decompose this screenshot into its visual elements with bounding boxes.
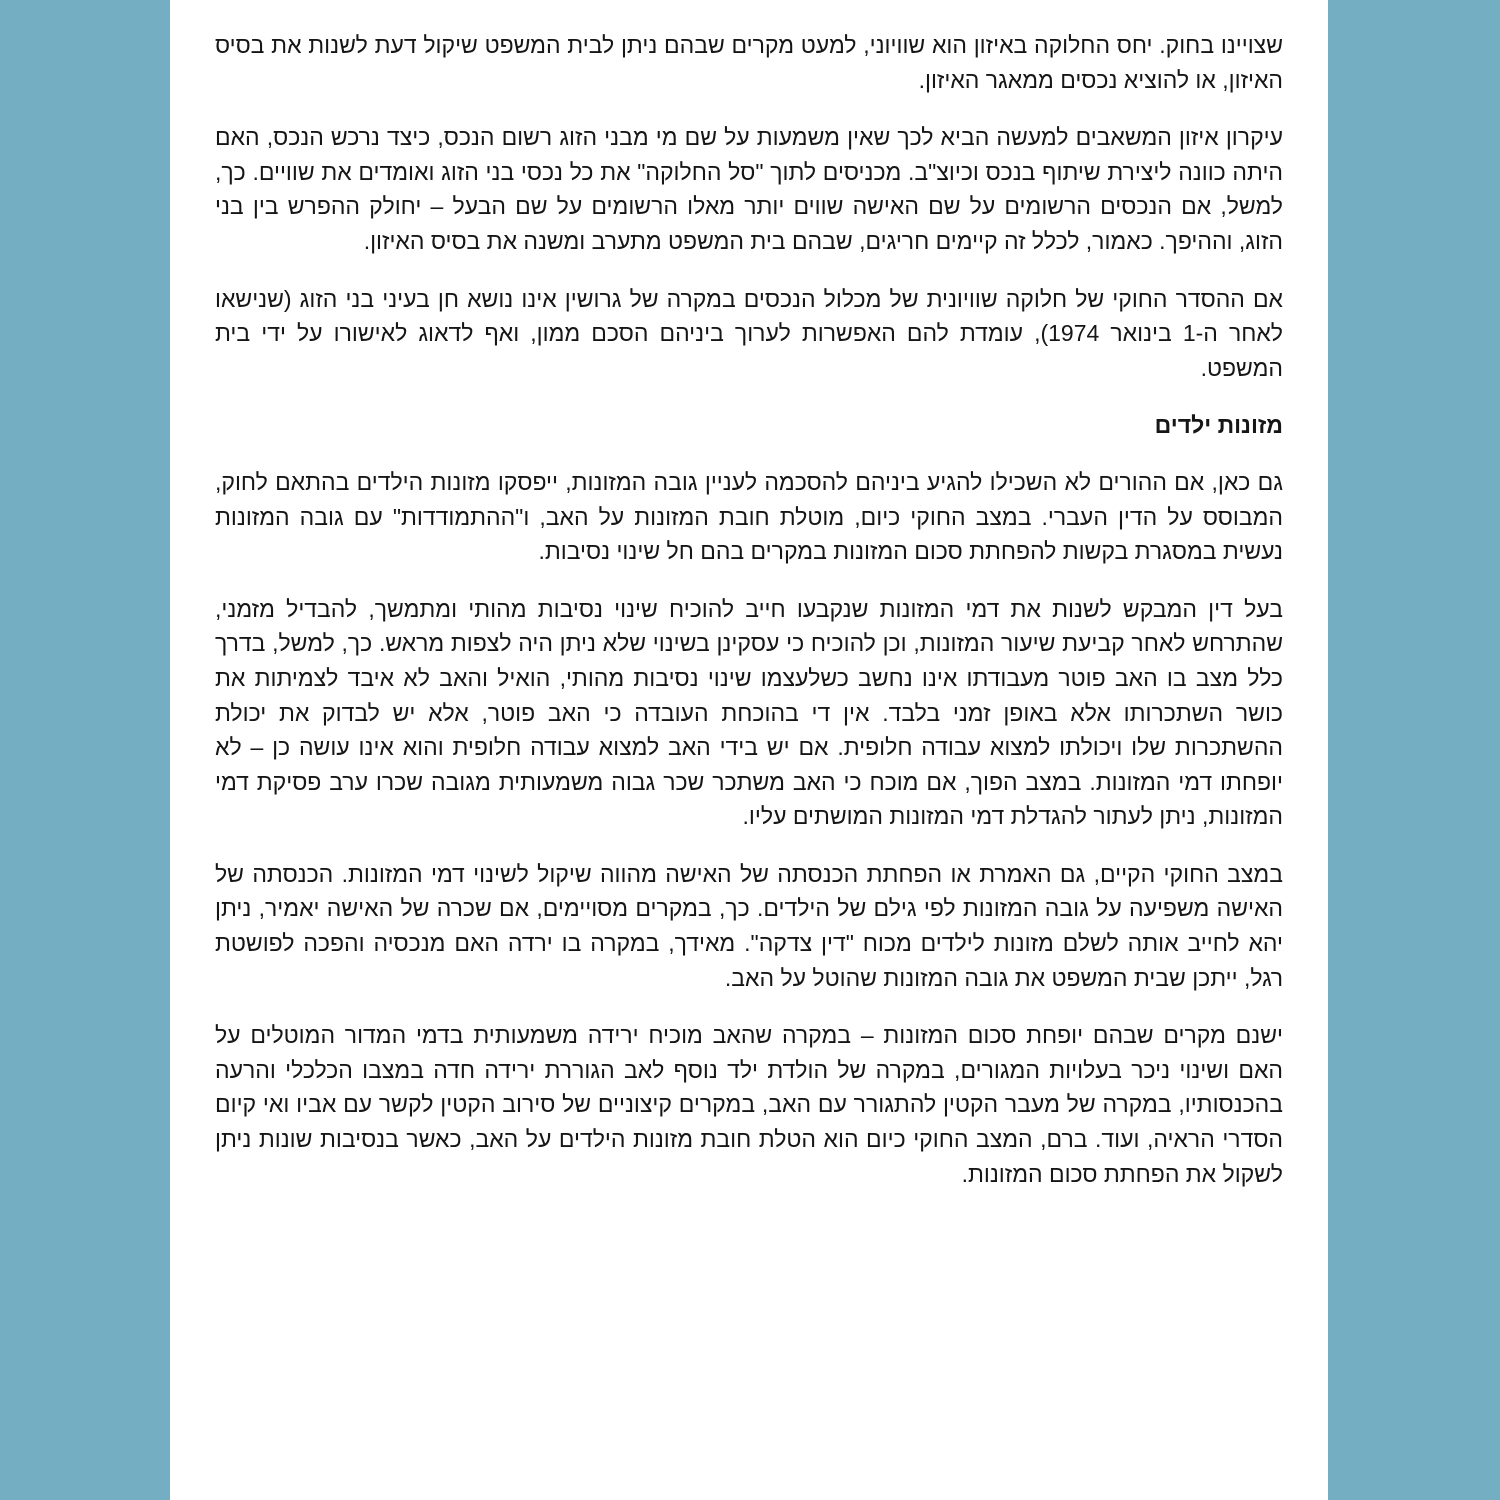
paragraph-resource-balancing: עיקרון איזון המשאבים למעשה הביא לכך שאין משמעות על שם מי מבני הזוג רשום הנכס, כיצד נרכש הנכס, האם היתה כוונה ליצירת שיתוף בנכס וכיוצ"ב. מכניסים לתוך "סל החלוקה" את כל נכסי בני הזוג ואומדים את שוויים. כך, למשל, אם הנכסים הרשומים על שם האישה שווים יותר מאלו הרשומים על שם הבעל – יחולק ההפרש בין בני הזוג, וההיפך. כאמור, לכלל זה קיימים חריגים, שבהם בית המשפט מתערב ומשנה את בסיס האיזון.	[215, 124, 1283, 254]
paragraph-equal-division: שצויינו בחוק. יחס החלוקה באיזון הוא שוויוני, למעט מקרים שבהם ניתן לבית המשפט שיקול דעת לשנות את בסיס האיזון, או להוציא נכסים ממאגר האיזון.	[215, 32, 1283, 93]
document-page	[170, 0, 1328, 1500]
paragraph-change-of-circumstances: בעל דין המבקש לשנות את דמי המזונות שנקבעו חייב להוכיח שינוי נסיבות מהותי ומתמשך, להבדיל מזמני, שהתרחש לאחר קביעת שיעור המזונות, וכן להוכיח כי עסקינן בשינוי שלא ניתן היה לצפות מראש. כך, למשל, בדרך כלל מצב בו האב פוטר מעבודתו אינו נחשב כשלעצמו שינוי נסיבות מהותי, הואיל והאב לא איבד לצמיתות את כושר השתכרותו אלא באופן זמני בלבד. אין די בהוכחת העובדה כי האב פוטר, אלא יש לבדוק את יכולת ההשתכרות שלו ויכולתו למצוא עבודה חלופית. אם יש בידי האב למצוא עבודה חלופית והוא אינו עושה כן – לא יופחתו דמי המזונות. במצב הפוך, אם מוכח כי האב משתכר שכר גבוה משמעותית מגובה שכרו ערב פסיקת דמי המזונות, ניתן לעתור להגדלת דמי המזונות המושתים עליו.	[215, 595, 1283, 830]
paragraph-wife-income: במצב החוקי הקיים, גם האמרת או הפחתת הכנסתה של האישה מהווה שיקול לשינוי דמי המזונות. הכנסתה של האישה משפיעה על גובה המזונות לפי גילם של הילדים. כך, במקרים מסויימים, אם שכרה של האישה יאמיר, ניתן יהא לחייב אותה לשלם מזונות לילדים מכוח "דין צדקה". מאידך, במקרה בו ירדה האם מנכסיה והפכה לפושטת רגל, ייתכן שבית המשפט את גובה המזונות שהוטל על האב.	[215, 860, 1283, 991]
paragraph-child-support-law: גם כאן, אם ההורים לא השכילו להגיע ביניהם להסכמה לעניין גובה המזונות, ייפסקו מזונות הילדים בהתאם לחוק, המבוסס על הדין העברי. במצב החוקי כיום, מוטלת חובת המזונות על האב, ו"ההתמודדות" עם גובה המזונות נעשית במסגרת בקשות להפחתת סכום המזונות במקרים בהם חל שינוי נסיבות.	[215, 468, 1283, 565]
document-body	[215, 28, 1283, 1214]
paragraph-reduction-cases: ישנם מקרים שבהם יופחת סכום המזונות – במקרה שהאב מוכיח ירידה משמעותית בדמי המדור המוטלים על האם ושינוי ניכר בעלויות המגורים, במקרה של הולדת ילד נוסף לאב הגוררת ירידה חדה במצבו הכלכלי והרעה בהכנסותיו, במקרה של מעבר הקטין להתגורר עם האב, במקרים קיצוניים של סירוב הקטין לקשר עם אביו ואי קיום הסדרי הראיה, ועוד. ברם, המצב החוקי כיום הוא הטלת חובת מזונות הילדים על האב, כאשר בנסיבות שונות ניתן לשקול את הפחתת סכום המזונות.	[215, 1022, 1283, 1187]
paragraph-prenup-agreement: אם ההסדר החוקי של חלוקה שוויונית של מכלול הנכסים במקרה של גרושין אינו נושא חן בעיני בני הזוג (שנישאו לאחר ה-1 בינואר 1974), עומדת להם האפשרות לערוך ביניהם הסכם ממון, ואף לדאוג לאישורו על ידי בית המשפט.	[215, 285, 1283, 381]
section-heading-child-support: מזונות ילדים	[1154, 412, 1283, 439]
